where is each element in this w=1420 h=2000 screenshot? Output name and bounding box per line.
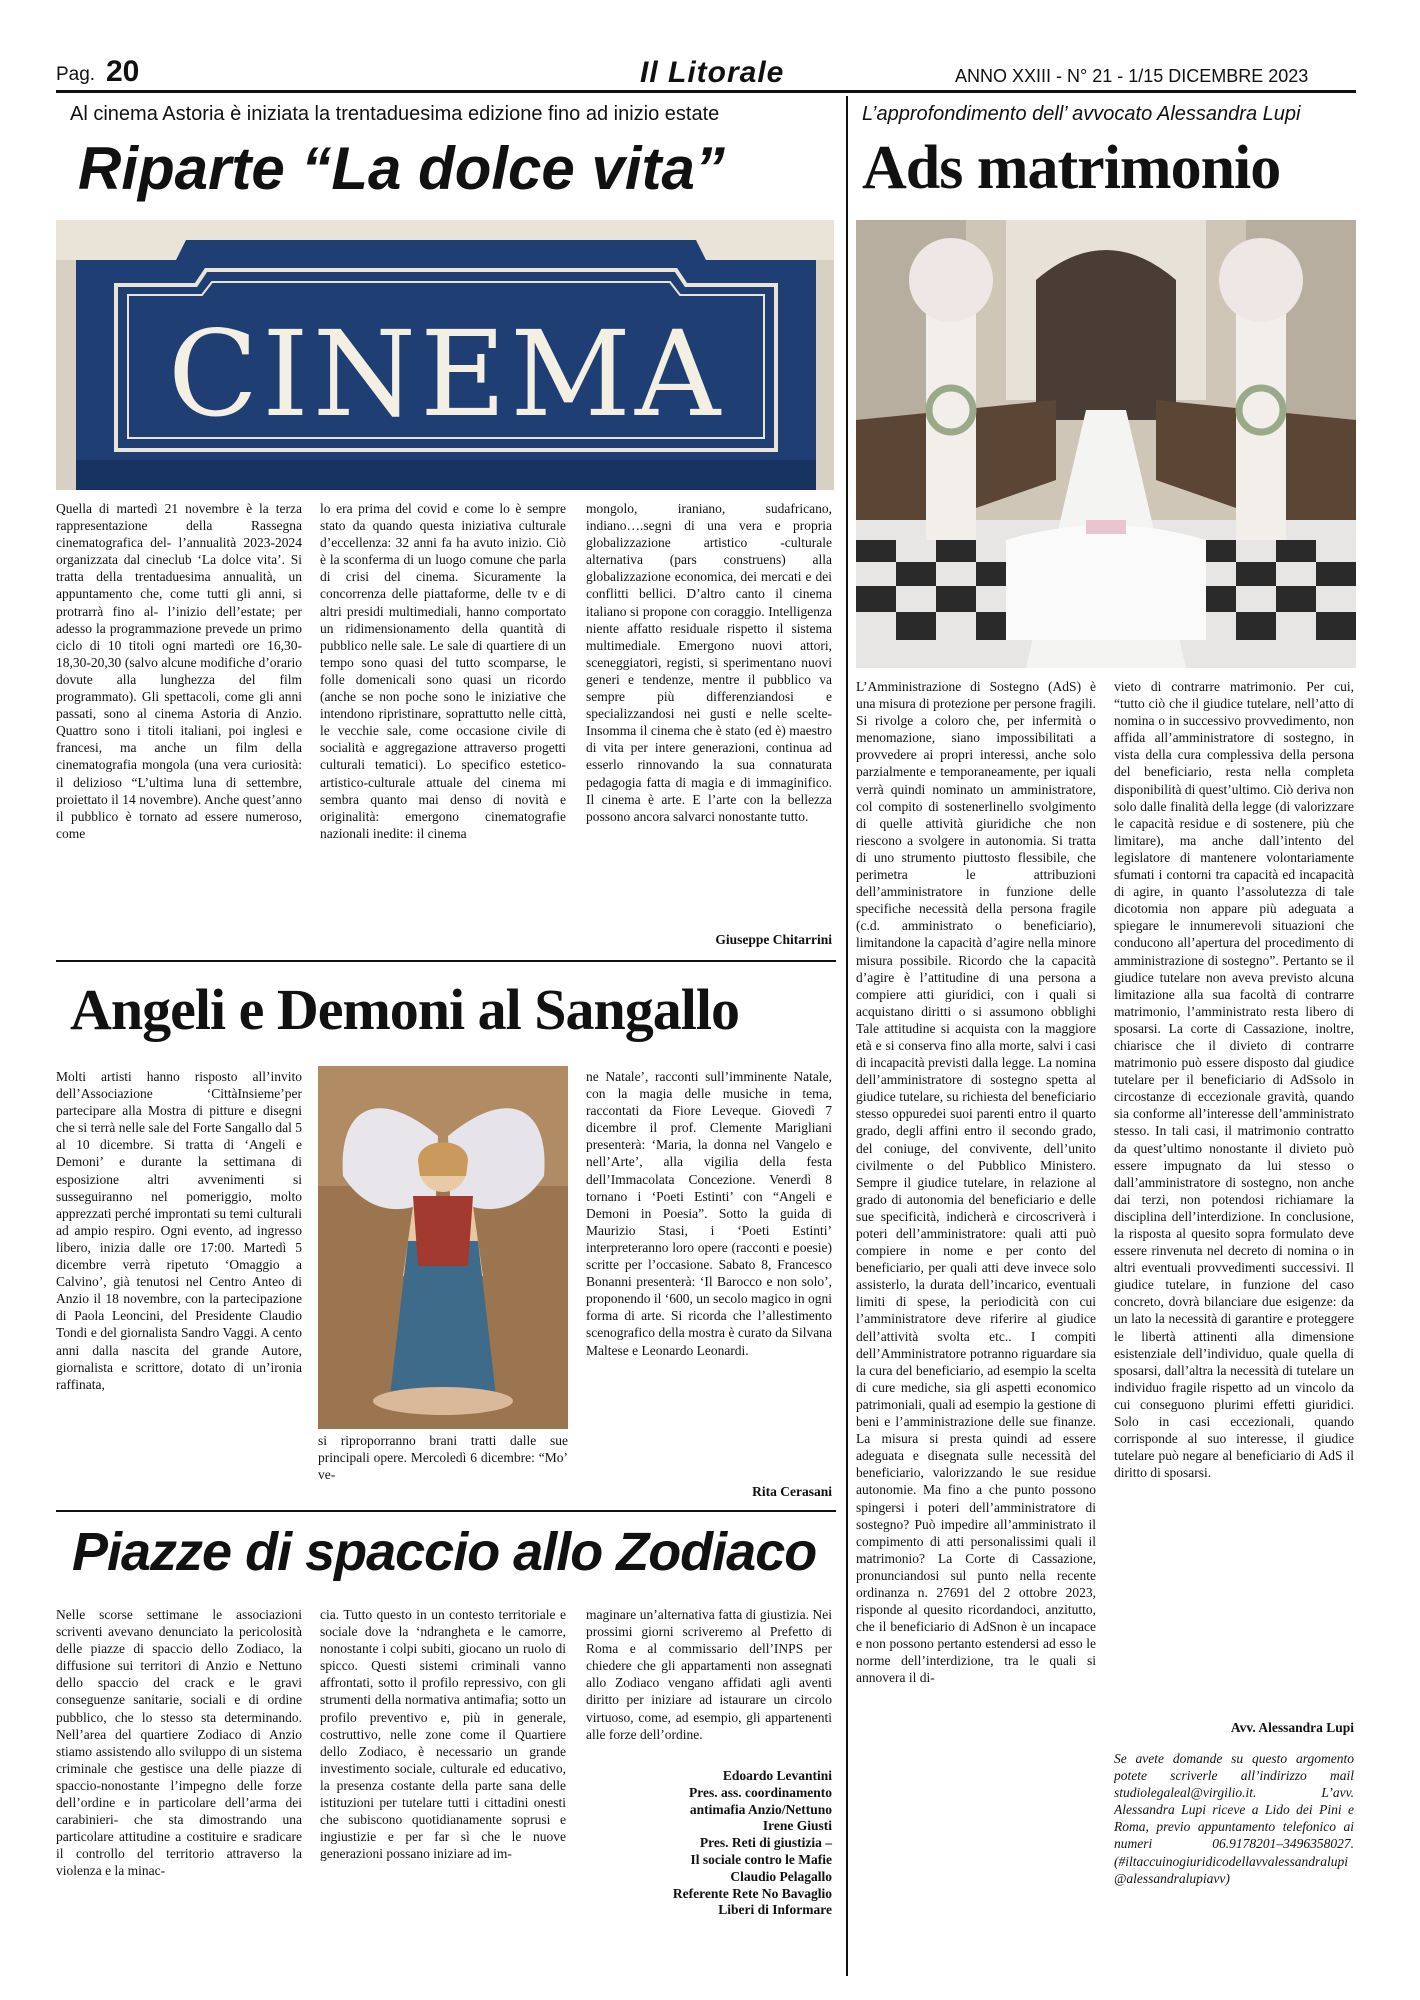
zodiaco-signature-line: antimafia Anzio/Nettuno xyxy=(689,1801,832,1817)
angel-photo xyxy=(318,1066,568,1429)
cinema-col-3: mongolo, iraniano, sudafricano, indiano….segni di una vera e propria globalizzazione artistico -culturale alternativa (pars construens) alla globalizzazione economica, dei mercati e dei conflitti bellici. D’altro canto il cinema italiano si propone con coraggio. Intelligenza niente affatto residuale rispetto il sistema multimediale. Emergono nuovi attori, sceneggiatori, registi, si sperimentano nuovi generi e tendenze, mentre il pubblico va sempre più differenziandosi e specializzandosi nei gusti e nelle scelte- Insomma il cinema che è stato (ed è) maestro di vita per intere generazioni, continua ad esserlo rinnovando la sua connaturata pedagogia fatta di magia e di immaginifico. Il cinema è arte. E l’arte con la bellezza possono ancora salvarci nonostante tutto. xyxy=(586,501,832,824)
angeli-signature: Rita Cerasani xyxy=(752,1484,832,1499)
cinema-sign-text: CINEMA xyxy=(167,305,725,443)
column-divider xyxy=(846,96,848,1976)
zodiaco-col-1: Nelle scorse settimane le associazioni scriventi avevano denunciato la pericolosità delle piazze di spaccio dello Zodiaco, la diffusione sui territori di Anzio e Nettuno dello spaccio del crack e le gravi conseguenze sanitarie, sociali e di ordine pubblico, che lo stesso sta determinando. Nell’area del quartiere Zodiaco di Anzio stiamo assistendo allo sviluppo di un sistema criminale che gestisce una delle piazze di spaccio-nonostante l’impegno delle forze dell’ordine e in particolare dell’arma dei carabinieri- che sta dimostrando una particolare attitudine a costituire e sradicare il controllo del territorio attraverso la violenza e la minac- xyxy=(56,1607,302,1879)
angeli-col-3: ne Natale’, racconti sull’imminente Natale, con la magia delle musiche in tema, raccontati da Fiore Leveque. Giovedì 7 dicembre il prof. Clemente Marigliani presenterà: ‘Maria, la donna nel Vangelo e nell’Arte’, alla vigilia della festa dell’Immacolata Concezione. Venerdì 8 tornano i ‘Poeti Estinti’ con “Angeli e Demoni in Poesia”. Sotto la guida di Maurizio Stasi, i ‘Poeti Estinti’ interpreteranno loro opere (racconti e poesie) scritte per l’occasione. Sabato 8, Francesco Bonanni presenterà: ‘Il Barocco e non solo’, proponendo il ‘600, un secolo magico in ogni forma di arte. Si ricorda che l’allestimento scenografico della mostra è curato da Silvana Maltese e Leonardo Leonardi. xyxy=(586,1069,832,1358)
zodiaco-signatures xyxy=(586,1768,832,1919)
masthead: Il Litorale xyxy=(640,56,785,89)
cinema-kicker: Al cinema Astoria è iniziata la trentaduesima edizione fino ad inizio estate xyxy=(70,103,720,125)
church-photo xyxy=(856,220,1356,668)
cinema-signature: Giuseppe Chitarrini xyxy=(715,932,832,947)
church-wedding-image xyxy=(856,220,1356,668)
angeli-title: Angeli e Demoni al Sangallo xyxy=(70,977,740,1042)
cinema-title: Riparte “La dolce vita” xyxy=(78,135,725,202)
zodiaco-title: Piazze di spaccio allo Zodiaco xyxy=(72,1522,817,1582)
ads-signature: Avv. Alessandra Lupi xyxy=(1230,1720,1354,1735)
ads-kicker: L’approfondimento dell’ avvocato Alessandra Lupi xyxy=(862,103,1301,125)
zodiaco-signature-line: Pres. ass. coordinamento xyxy=(689,1784,832,1800)
issue-info: ANNO XXIII - N° 21 - 1/15 DICEMBRE 2023 xyxy=(955,66,1309,86)
zodiaco-signature-line: Pres. Reti di giustizia – xyxy=(699,1835,832,1851)
ads-col-2: vieto di contrarre matrimonio. Per cui, “tutto ciò che il giudice tutelare, nell’atto di nomina o in successivo provvedimento, non affida all’amministratore di sostegno, in vista della cura complessiva della persona del beneficiario, resta nella completa disponibilità di quest’ultimo. Ciò deriva non solo dalle finalità della legge (di valorizzare le capacità residue e di sostenere, più che limitare), ma anche dall’intento del legislatore di mantenere volontariamente sfumati i contorni tra capacità ed incapacità di agire, in quanto l’assolutezza di tale dicotomia non appare più adeguata a spiegare le innumerevoli situazioni che conducono all’apertura del procedimento di amministrazione di sostegno”. Pertanto se il giudice tutelare non aveva previsto alcuna limitazione alla sua facoltà di contrarre matrimonio, l’amministrato resta libero di sposarsi. La corte di Cassazione, inoltre, chiarisce che il divieto di contrarre matrimonio può essere disposto dal giudice tutelare per il beneficiario di AdSsolo in circostanze di eccezionale gravità, quando sia conforme all’interesse dell’amministrato stesso. In tali casi, il matrimonio contratto da quest’ultimo nonostante il divieto può essere impugnato da lui stesso o dall’amministratore di sostegno, non anche dai terzi, non potendosi richiamare la disciplina dell’interdizione. In conclusione, la risposta al quesito sopra formulato deve essere rinvenuta nel decreto di nomina o in altri eventuali provvedimenti successivi. Il giudice tutelare, in funzione del caso concreto, dovrà bilanciare due esigenze: da un lato la necessità di garantire e proteggere le libertà attinenti alla dimensione esistenziale dell’individuo, quale quella di sposarsi, dall’altra la necessità di tutelare un individuo fragile rispetto ad un vincolo da cui conseguono plurimi effetti giuridici. Solo in casi eccezionali, quando corrisponde al suo interesse, il giudice tutelare può negare al beneficiario di AdS il diritto di sposarsi. xyxy=(1114,679,1354,1481)
angeli-col-2: si riproporranno brani tratti dalle sue principali opere. Mercoledì 6 dicembre: “Mo’ ve- xyxy=(318,1433,568,1483)
page-number: 20 xyxy=(106,55,140,88)
zodiaco-signature-line: Edoardo Levantini xyxy=(722,1768,832,1783)
angel-figurine-image xyxy=(318,1066,568,1429)
header-rule xyxy=(56,90,1356,93)
rule-angeli-zodiaco xyxy=(56,1510,836,1512)
zodiaco-signature-line: Irene Giusti xyxy=(762,1818,832,1834)
rule-cinema-angeli xyxy=(56,960,836,962)
zodiaco-signature-line: Referente Rete No Bavaglio xyxy=(672,1885,832,1901)
cinema-photo xyxy=(56,220,834,490)
ads-title: Ads matrimonio xyxy=(862,134,1281,202)
zodiaco-signature-line: Liberi di Informare xyxy=(718,1902,832,1918)
zodiaco-signature-line: Claudio Pelagallo xyxy=(730,1868,832,1884)
cinema-sign-image xyxy=(56,220,834,490)
zodiaco-col-2: cia. Tutto questo in un contesto territoriale e sociale dove la ‘ndrangheta e le camorre, nonostante i colpi subiti, giocano un ruolo di spicco. Questi sistemi criminali vanno affrontati, sotto il profilo repressivo, con gli strumenti della normativa antimafia; sotto un profilo preventivo e, più in generale, costruttivo, nelle zone come il Quartiere dello Zodiaco, è necessario un grande investimento sociale, culturale ed educativo, la presenza costante della parte sana delle istituzioni per tutelare tutti i cittadini onesti che subiscono quotidianamente soprusi e ingiustizie e per far sì che le nuove generazioni possano iniziare ad im- xyxy=(320,1607,566,1862)
cinema-col-2: lo era prima del covid e come lo è sempre stato da quando questa iniziativa culturale d’eccellenza: 32 anni fa ha avuto inizio. Ciò è la sconferma di un luogo comune che parla di crisi del cinema. Sicuramente la concorrenza delle piattaforme, delle tv e di altri presidi multimediali, hanno comportato un ridimensionamento della quantità di pubblico nelle sale. Le sale di quartiere di un tempo sono quasi del tutto scomparse, le folle domenicali sono quasi un ricordo (anche se non poche sono le iniziative che intendono ripristinare, soprattutto nelle città, le vecchie sale, come occasione civile di socialità e aggregazione attraverso progetti culturali tematici). Lo specifico estetico-artistico-culturale attuale del cinema mi sembra quanto mai denso di novità e originalità: emergono cinematografie nazionali inedite: il cinema xyxy=(320,501,566,841)
cinema-col-1: Quella di martedì 21 novembre è la terza rappresentazione della Rassegna cinematografica del- l’annualità 2023-2024 organizzata dal cineclub ‘La dolce vita’. Si tratta della trentaduesima annualità, un appuntamento che, come tutti gli anni, si protrarrà fino al- l’inizio dell’estate; per adesso la programmazione prevede un primo ciclo di 10 titoli ogni martedì ore 16,30-18,30-20,30 (salvo alcune modifiche d’orario dovute alla lunghezza del film programmato). Gli spettacoli, come gli anni passati, sono al cinema Astoria di Anzio. Quattro sono i titoli italiani, poi inglesi e francesi, ma anche un film della cinematografia mongola (una vera curiosità: il delizioso “L’ultima luna di settembre, proiettato il 14 novembre). Anche quest’anno il pubblico è tornato ad essere numeroso, come xyxy=(56,501,302,841)
angeli-col-1: Molti artisti hanno risposto all’invito dell’Associazione ‘CittàInsieme’per partecipare alla Mostra di pitture e disegni che si terrà nelle sale del Forte Sangallo dal 5 al 10 dicembre. Si tratta di ‘Angeli e Demoni’ e durante la settimana di esposizione altri avvenimenti si susseguiranno nel pomeriggio, molto apprezzati perché improntati su temi culturali ad ampio respiro. Ogni evento, ad ingresso libero, inizia dalle ore 17:00. Martedì 5 dicembre verrà ripetuto ‘Omaggio a Calvino’, già tenutosi nel Centro Anteo di Anzio il 18 novembre, con la partecipazione di Paola Leoncini, del Presidente Claudio Tondi e del giornalista Sandro Vaggi. A cento anni dalla nascita del grande Autore, giornalista e scrittore, dotato di un’ironia raffinata, xyxy=(56,1069,302,1392)
zodiaco-col-3: maginare un’alternativa fatta di giustizia. Nei prossimi giorni scriveremo al Prefetto di Roma e al commissario dell’INPS per chiedere che gli appartamenti non assegnati allo Zodiaco vengano affidati agli aventi diritto per iniziare ad istaurare un circolo virtuoso, come, ad esempio, gli appartenenti alle forze dell’ordine. xyxy=(586,1607,832,1742)
ads-note: Se avete domande su questo argomento potete scriverle all’indirizzo mail studiolegaleal@virgilio.it. L’avv. Alessandra Lupi riceve a Lido dei Pini e Roma, previo appuntamento telefonico ai numeri 06.9178201–3496358027. (#iltaccuinogiuridicodellavvalessandralupi @alessandralupiavv) xyxy=(1114,1751,1354,1886)
page-label: Pag. xyxy=(56,64,96,85)
ads-col-1: L’Amministrazione di Sostegno (AdS) è una misura di protezione per persone fragili. Si rivolge a coloro che, per infermità o menomazione, siano impossibilitati a provvedere ai propri interessi, anche solo parzialmente e temporaneamente, per iquali verrà quindi nominato un amministratore, col compito di sostenerlinello svolgimento di quelle attività giuridiche che non riescono a svolgere in autonomia. Si tratta di uno strumento piuttosto flessibile, che perimetra le attribuzioni dell’amministratore in funzione delle specifiche necessità della persona fragile (c.d. amministrato o beneficiario), limitandone la capacità d’agire nella minore misura possibile. Ricordo che la capacità d’agire è l’attitudine di una persona a compiere atti giuridici, con i quali si acquistano diritti o si assumono obblighi Tale attitudine si acquista con la maggiore età e si conserva fino alla morte, salvi i casi di incapacità previsti dalla legge. La nomina dell’amministratore di sostegno spetta al giudice tutelare, su richiesta del beneficiario stesso oppuredei suoi parenti entro il quarto grado, degli affini entro il secondo grado, del coniuge, del convivente, dell’unito civilmente o del Pubblico Ministero. Sempre il giudice tutelare, in relazione al grado di autonomia del beneficiario e delle sue specificità, indicherà e circoscriverà i poteri dell’amministratore: quali atti può compiere in nome e per conto del beneficiario, per quali atti deve invece solo assisterlo, la durata dell’incarico, eventuali limiti di spese, la periodicità con cui l’amministratore deve riferire al giudice dell’attività svolta etc.. I compiti dell’Amministratore potranno riguardare sia la cura del beneficiario, ad esempio la scelta di cure mediche, sia gli aspetti economico patrimoniali, quali ad esempio la gestione di beni e l’amministrazione delle sue finanze. La misura si presta quindi ad essere adeguata e disegnata sulle necessità del beneficiario, valorizzando le sue residue autonomie. Ma fino a che punto possono spingersi i poteri dell’amministratore di sostegno? Può impedire all’amministrato il compimento di atti personalissimi quali il matrimonio? La Corte di Cassazione, pronunciandosi sul punto nella recente ordinanza n. 27691 del 2 ottobre 2023, risponde al quesito ricordandoci, anzitutto, che il beneficiario di AdSnon è un incapace e non possono pertanto estendersi ad esso le norme dell’interdizione, tra le quali si annovera il di- xyxy=(856,679,1096,1686)
zodiaco-signature-line: Il sociale contro le Mafie xyxy=(690,1851,832,1867)
